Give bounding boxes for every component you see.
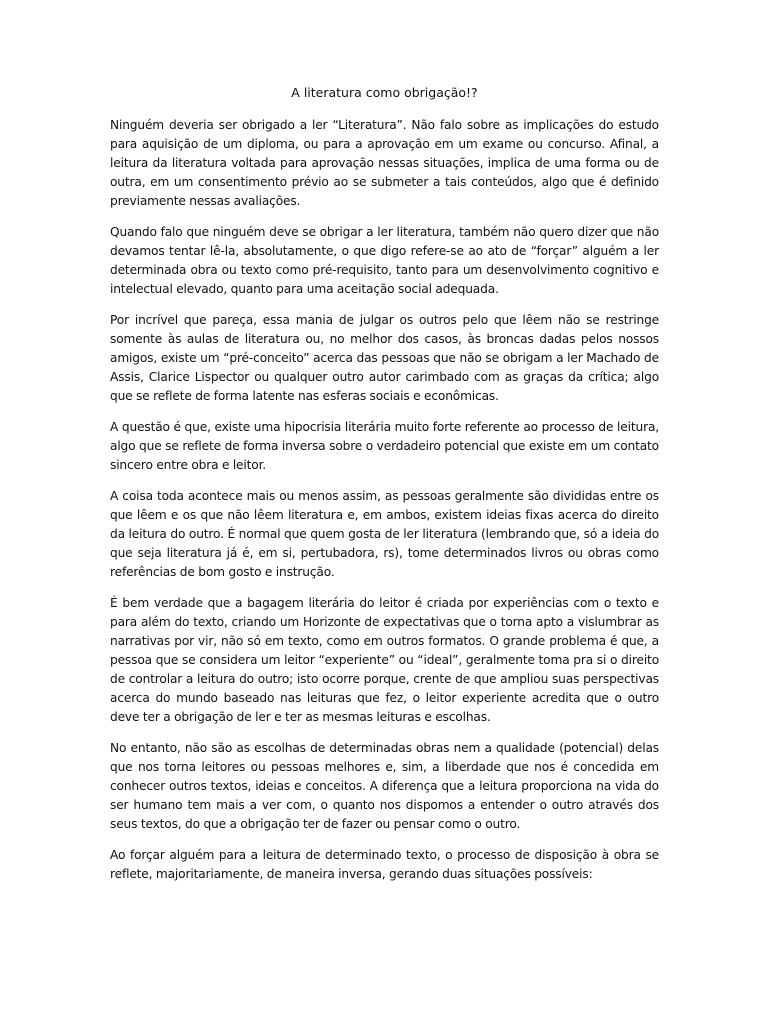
paragraph-3: Por incrível que pareça, essa mania de julgar os outros pelo que lêem não se restringe somente às aulas de literatura ou, no melhor dos casos, às broncas dadas pelos nossos amigos, existe um “pré-conceito” acerca das pessoas que não se obrigam a ler Machado de Assis, Clarice Lispector ou qualquer outro autor carimbado com as graças da crítica; algo que se reflete de forma latente nas esferas sociais e econômicas.: [110, 313, 659, 403]
paragraph-2: Quando falo que ninguém deve se obrigar a ler literatura, também não quero dizer que não devamos tentar lê-la, absolutamente, o que digo refere-se ao ato de “forçar” alguém a ler determinada obra ou texto como pré-requisito, tanto para um desenvolvimento cognitivo e intelectual elevado, quanto para uma aceitação social adequada.: [110, 225, 659, 296]
paragraph-6: É bem verdade que a bagagem literária do leitor é criada por experiências com o texto e para além do texto, criando um Horizonte de expectativas que o torna apto a vislumbrar as narrativas por vir, não só em texto, como em outros formatos. O grande problema é que, a pessoa que se considera um leitor “experiente” ou “ideal”, geralmente toma pra si o direito de controlar a leitura do outro; isto ocorre porque, crente de que ampliou suas perspectivas acerca do mundo baseado nas leituras que fez, o leitor experiente acredita que o outro deve ter a obrigação de ler e ter as mesmas leituras e escolhas.: [110, 596, 659, 724]
paragraph-1: Ninguém deveria ser obrigado a ler “Literatura”. Não falo sobre as implicações do estudo para aquisição de um diploma, ou para a aprovação em um exame ou concurso. Afinal, a leitura da literatura voltada para aprovação nessas situações, implica de uma forma ou de outra, em um consentimento prévio ao se submeter a tais conteúdos, algo que é definido previamente nessas avaliações.: [110, 118, 659, 208]
document-title: A literatura como obrigação!?: [291, 85, 478, 100]
paragraph-8: Ao forçar alguém para a leitura de determinado texto, o processo de disposição à obra se reflete, majoritariamente, de maneira inversa, gerando duas situações possíveis:: [110, 848, 659, 881]
document-page: [110, 84, 659, 896]
paragraph-4: A questão é que, existe uma hipocrisia literária muito forte referente ao processo de leitura, algo que se reflete de forma inversa sobre o verdadeiro potencial que existe em um contato sincero entre obra e leitor.: [110, 420, 659, 472]
paragraph-5: A coisa toda acontece mais ou menos assim, as pessoas geralmente são divididas entre os que lêem e os que não lêem literatura e, em ambos, existem ideias fixas acerca do direito da leitura do outro. É normal que quem gosta de ler literatura (lembrando que, só a ideia do que seja literatura já é, em si, pertubadora, rs), tome determinados livros ou obras como referências de bom gosto e instrução.: [110, 489, 659, 579]
paragraph-7: No entanto, não são as escolhas de determinadas obras nem a qualidade (potencial) delas que nos torna leitores ou pessoas melhores e, sim, a liberdade que nos é concedida em conhecer outros textos, ideias e conceitos. A diferença que a leitura proporciona na vida do ser humano tem mais a ver com, o quanto nos dispomos a entender o outro através dos seus textos, do que a obrigação ter de fazer ou pensar como o outro.: [110, 741, 659, 831]
